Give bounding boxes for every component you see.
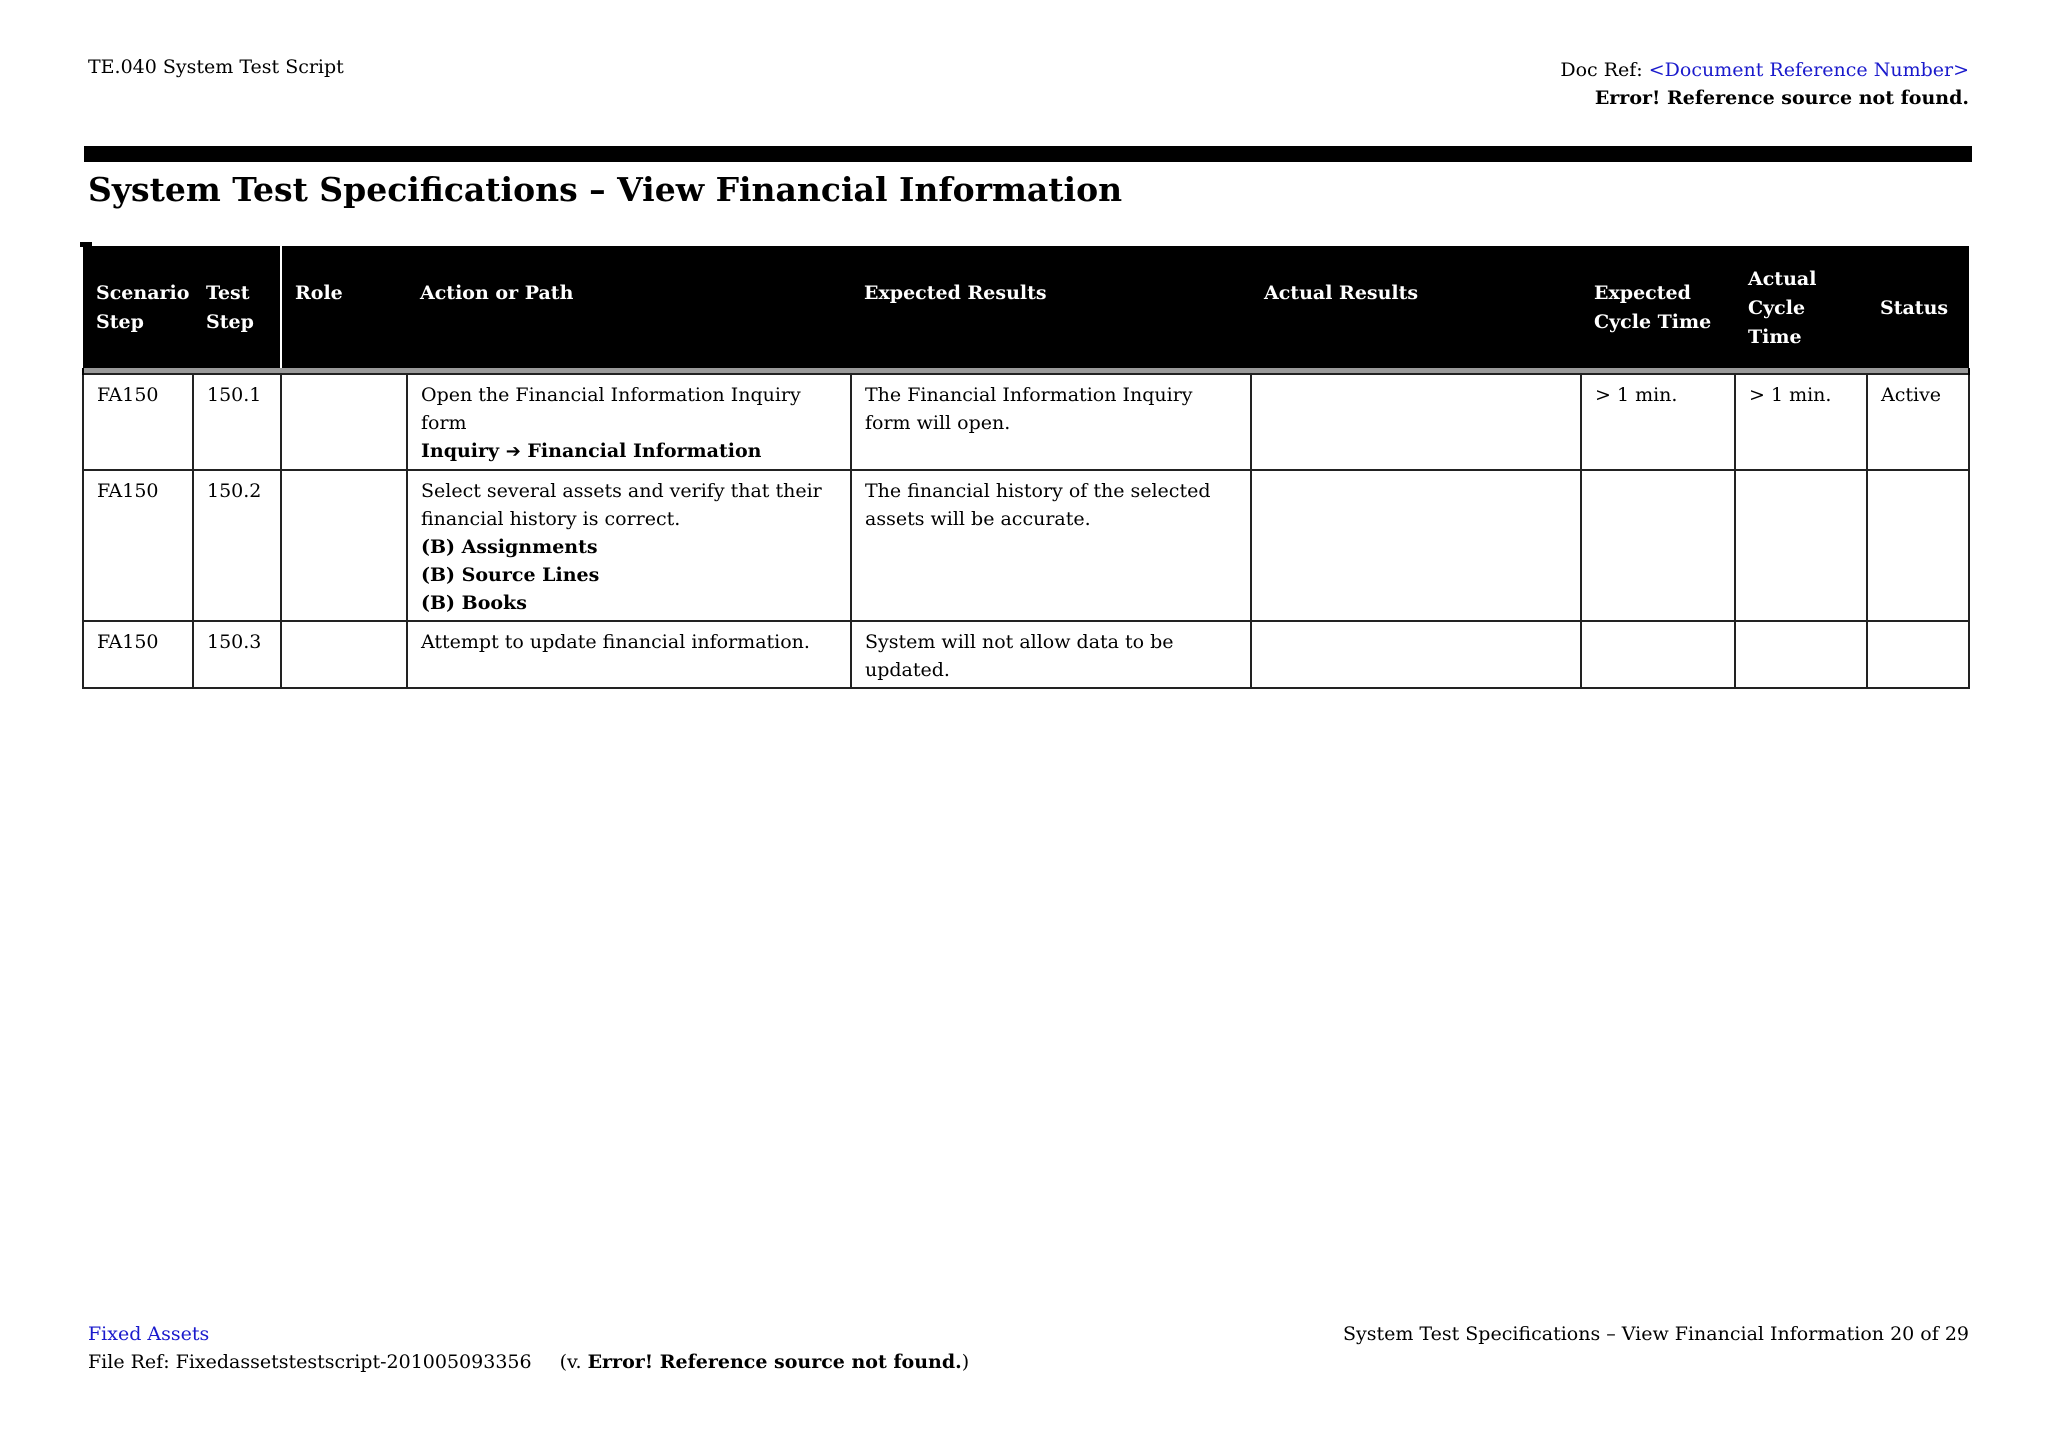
doc-ref-line <box>1560 56 1969 84</box>
footer-file-ref: File Ref: Fixedassetstestscript-201005093356 <box>88 1351 532 1373</box>
arrow-right-icon: ➔ <box>505 441 521 462</box>
cell-actual[interactable] <box>1251 621 1581 688</box>
col-header-scenario-step: Scenario Step <box>83 246 193 368</box>
col-header-status: Status <box>1867 246 1969 368</box>
col-header-actual-cycle: Actual Cycle Time <box>1735 246 1867 368</box>
cell-expected: System will not allow data to be updated. <box>851 621 1251 688</box>
cell-actual-cycle <box>1735 470 1867 621</box>
col-header-expected: Expected Results <box>851 246 1251 368</box>
doc-ref-link[interactable]: <Document Reference Number> <box>1648 59 1969 81</box>
footer-module-link[interactable]: Fixed Assets <box>88 1323 210 1345</box>
footer-version-error: Error! Reference source not found. <box>587 1351 962 1373</box>
cell-actual[interactable] <box>1251 374 1581 470</box>
table-row <box>83 470 1969 621</box>
action-item: (B) Books <box>421 592 527 614</box>
cell-test-step: 150.1 <box>193 374 281 470</box>
cell-expected-cycle <box>1581 621 1735 688</box>
header-error-text: Error! Reference source not found. <box>1594 87 1969 109</box>
col-header-role: Role <box>281 246 407 368</box>
col-header-test-step: Test Step <box>193 246 281 368</box>
header-doc-ref <box>1560 56 1969 112</box>
cell-test-step: 150.2 <box>193 470 281 621</box>
cell-scenario: FA150 <box>83 621 193 688</box>
footer-page-info: System Test Specifications – View Financial Information 20 of 29 <box>1342 1323 1969 1345</box>
cell-actual-cycle <box>1735 621 1867 688</box>
cell-action <box>407 374 851 470</box>
cell-actual[interactable] <box>1251 470 1581 621</box>
cell-status <box>1867 621 1969 688</box>
cell-actual-cycle: > 1 min. <box>1735 374 1867 470</box>
table-row <box>83 374 1969 470</box>
cell-action <box>407 470 851 621</box>
col-header-action: Action or Path <box>407 246 851 368</box>
cell-role[interactable] <box>281 374 407 470</box>
cell-expected-cycle: > 1 min. <box>1581 374 1735 470</box>
header-doc-title: TE.040 System Test Script <box>88 56 344 78</box>
cell-scenario: FA150 <box>83 470 193 621</box>
cell-role[interactable] <box>281 470 407 621</box>
cell-scenario: FA150 <box>83 374 193 470</box>
action-path: Inquiry ➔ Financial Information <box>421 440 762 462</box>
action-text: Open the Financial Information Inquiry form <box>421 384 801 434</box>
cell-expected: The Financial Information Inquiry form will open. <box>851 374 1251 470</box>
col-header-expected-cycle: Expected Cycle Time <box>1581 246 1735 368</box>
action-text: Select several assets and verify that their financial history is correct. <box>421 480 822 530</box>
cell-status: Active <box>1867 374 1969 470</box>
test-spec-table <box>82 246 1970 689</box>
col-header-actual: Actual Results <box>1251 246 1581 368</box>
header-rule <box>84 146 1972 162</box>
cell-expected-cycle <box>1581 470 1735 621</box>
cell-expected: The financial history of the selected assets will be accurate. <box>851 470 1251 621</box>
footer-left <box>88 1320 969 1376</box>
action-item: (B) Source Lines <box>421 564 600 586</box>
cell-role[interactable] <box>281 621 407 688</box>
cell-status <box>1867 470 1969 621</box>
table-header-row <box>83 246 1969 368</box>
doc-ref-label: Doc Ref: <box>1560 59 1649 81</box>
footer-file-ref-line: File Ref: Fixedassetstestscript-201005093356 (v. Error! Reference source not found.) <box>88 1351 970 1373</box>
cell-action: Attempt to update financial information. <box>407 621 851 688</box>
cell-test-step: 150.3 <box>193 621 281 688</box>
page-title: System Test Specifications – View Financial Information <box>88 170 1123 209</box>
table-row <box>83 621 1969 688</box>
action-item: (B) Assignments <box>421 536 598 558</box>
